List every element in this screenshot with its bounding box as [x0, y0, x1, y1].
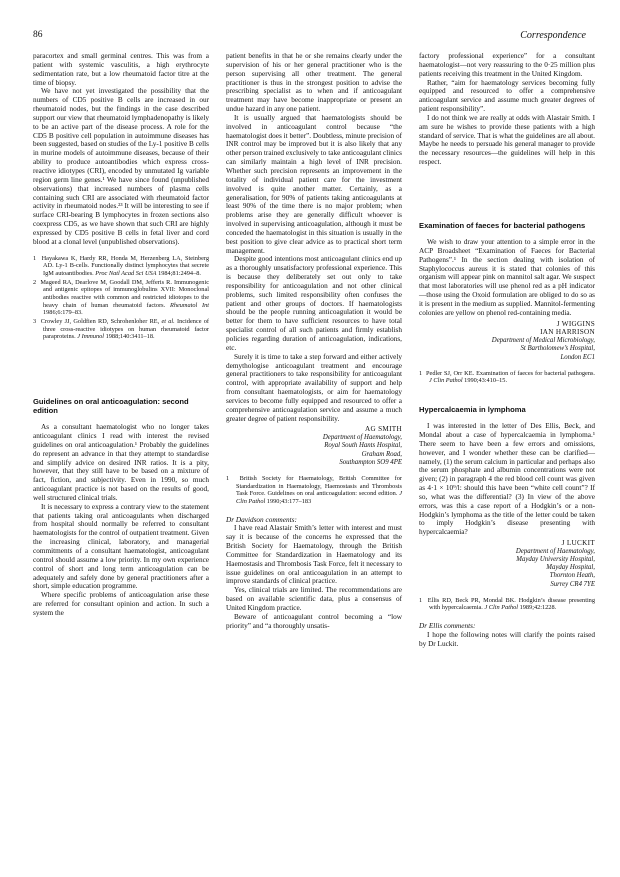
article-heading: Examination of faeces for bacterial pathogens — [419, 220, 586, 230]
comments-label: Dr Ellis comments: — [419, 622, 476, 631]
paragraph: I hope the following notes will clarify the points raised by Dr Luckit. — [419, 630, 595, 648]
reference-item: 2 Mageed RA, Dearlove M, Goodall DM, Jefferis R. Immunogenic and antigenic epitopes of immunoglobulins XVII: Monoclonal antibodies reactive with common and restricted idiotopes to the heavy chain of human rheumatoid factors. Rheumatol Int 1986;6:179–83. — [33, 278, 209, 317]
column-3 — [419, 52, 595, 649]
author-name: AG SMITH — [365, 425, 402, 434]
paragraph: Despite good intentions most anticoagulant clinics end up as a thoroughly unsatisfactory professional experience. This is because they deliberately set out only to take responsibility for anticoagulation and not other clinical problems, such limited responsibility often confuses the patient and other groups of doctors. If haematologists should be the people running anticoagulation it would be better for them to have sufficient resources to have total specialist control of all such patients and firmly establish policies regarding duration of anticoagulation, indications, etc. — [226, 255, 402, 352]
paragraph: Rather, “aim for haematology services becoming fully equipped and resourced to offer a comprehensive anticoagulant service and assume much greater degrees of patient responsibility”. — [419, 78, 595, 114]
signature — [419, 539, 595, 589]
paragraph: I was interested in the letter of Des Ellis, Beck, and Mondal about a case of hypercalcaemia in lymphoma.¹ There seem to have been a few errors and omissions, however, and I wonder whether these can be clarified—namely, (1) the serum calcium in particular and perhaps also the serum phosphate and albumin concentrations were not given; (2) in paragraph 4 the red blood cell count was given as 4·1 × 10⁹/l: should this have been “white cell count”? If so, what was the differential? (3) In view of the above errors, was this a case report of a Hodgkin’s or a non-Hodgkin’s lymphoma as the title of the letter could be taken to imply Hodgkin’s disease presenting with hypercalcaemia? — [419, 422, 595, 537]
article-heading: Hypercalcaemia in lymphoma — [419, 405, 526, 415]
paragraph: We have not yet investigated the possibility that the numbers of CD5 positive B cells are increased in our rheumatoid nodes, but the findings in the case described support our view that rheumatoid lymphadenopathy is likely to be an active part of the disease process. A role for the CD5 B positive cell population in autoimmune diseases has been suggested, based on studies of the Ly-1 positive B cells in murine models of autoimmune diseases, because of their ability to produce autoantibodies which express cross-reactive idiotypes (CRI), encoded by unmutated Ig variable region germ line genes.¹ We have since found (unpublished observations) that increased numbers of plasma cells containing such CRI are associated with rheumatoid factor activity in rheumatoid nodes.²³ It will be interesting to see if surface CRI-bearing B lymphocytes in frozen sections also coexpress CD5, as we have shown that such CRI are highly expressed by CD5 positive B cells in fetal liver and cord blood at a clonal level (unpublished observations). — [33, 87, 209, 246]
paragraph: patient benefits in that he or she remains clearly under the supervision of his or her general practitioner who is the person supervising all other treatment. The general practitioner is thus in the strongest position to advise the prescribing specialist as to when and if anticoagulant treatment may have become inappropriate or present an undue hazard in any one patient. — [226, 52, 402, 114]
signature — [226, 425, 402, 466]
column-1 — [33, 52, 209, 618]
paragraph: Surely it is time to take a step forward and either actively demythologise anticoagulant treatment and encourage general practitioners to take responsibility for anticoagulant control, with appropriate availability of support and help from consultant haematologists, or aim for haematology services to become fully equipped and resourced to offer a comprehensive anticoagulation service and assume a much greater degree of patient responsibility. — [226, 352, 402, 423]
reference-item: 1 Pedler SJ, Orr KE. Examination of faeces for bacterial pathogens. J Clin Pathol 1990;43:410–15. — [419, 369, 596, 385]
reference-list — [226, 475, 402, 506]
author-name: J LUCKIT — [561, 539, 595, 548]
reference-item: 1 British Society for Haematology, British Committee for Standardization in Haematology, Haemostasis and Thrombosis Task Force. Guidelines on oral anticoagulation: second edition. J Clin Pathol 1990;43:177–183 — [226, 474, 402, 505]
signature — [419, 320, 595, 362]
author-affiliation: Department of Haematology, Mayday University Hospital, Mayday Hospital, Thornton Heath, Surrey CR4 7YE — [515, 547, 595, 588]
paragraph: We wish to draw your attention to a simple error in the ACP Broadsheet “Examination of Faeces for Bacterial Pathogens”.¹ In the section dealing with isolation of Staphylococcus aureus it is stated that colonies of this organism will appear pink on mannitol salt agar. We suspect that most laboratories will use phenol red as a pH indicator—those using the Oxoid formulation are obliged to do so as it is present in the medium as supplied. Mannitol-fermenting colonies are yellow on phenol red-containing media. — [419, 238, 595, 317]
column-2 — [226, 52, 402, 631]
paragraph: It is necessary to express a contrary view to the statement that patients taking oral anticoagulants when discharged from hospital should normally be referred to consultant haematologists for the control of outpatient treatment. Given the increasing clinical, laboratory, and managerial commitments of a consultant haematologist, anticoagulant control should assume a low priority. In my own experience control of short and long term anticoagulation can be adequately and safely done by general practitioners after a short, simple education programme. — [33, 502, 209, 591]
paragraph: As a consultant haematologist who no longer takes anticoagulant clinics I read with interest the revised guidelines on oral anticoagulation.¹ Probably the guidelines do represent an advance in that they attempt to standardise and simplify advice on desired INR ratios. It is a pity, however, that they still have to be based on a mixture of fact, fiction, and subjectivity. Even in 1990, so much anticoagulant practice is not based on the results of good, well structured clinical trials. — [33, 423, 209, 502]
paragraph: I do not think we are really at odds with Alastair Smith. I am sure he wishes to provide these patients with a high standard of service. That is what the guidelines are all about. Maybe he needs to persuade his general manager to provide the necessary resources—the guidelines will help in this respect. — [419, 113, 595, 167]
reference-list — [33, 255, 209, 341]
paragraph: Yes, clinical trials are limited. The recommendations are based on available scientific data, plus a consensus of United Kingdom practice. — [226, 586, 402, 612]
reference-list — [419, 370, 595, 385]
paragraph: factory professional experience” for a consultant haematologist—not very reassuring to the 0·25 million plus patients receiving this treatment in the United Kingdom. — [419, 52, 595, 78]
section-title: Correspondence — [520, 30, 586, 41]
reference-item: 1 Hayakawa K, Hardy RR, Honda M, Herzenberg LA, Steinberg AD. Ly-1 B-cells. Functionally distinct lymphocytes that secrete IgM autoantibodies. Proc Natl Acad Sci USA 1984;81:2494–8. — [33, 254, 209, 277]
paragraph: It is usually argued that haematologists should be involved in anticoagulant control because “the haematologist does it better”. Doubtless, minute precision of INR control may be improved but it is also likely that any other person trained exclusively to take anticoagulant clinics can similarly maintain a high level of INR precision. Whether such precision represents an improvement in the totality of individual patient care for the investment involved is quite another matter. Certainly, as a generalisation, for 90% of patients taking anticoagulants at least 90% of the time there is no major problem; when problems arise they are generally difficult whoever is involved in supervising anticoagulation, although it must be conceded the haematologist in this situation is usually in the best position to give clear advice as to practical short term management. — [226, 113, 402, 255]
author-name: IAN HARRISON — [540, 328, 595, 337]
author-affiliation: Department of Haematology, Royal South Hants Hospital, Graham Road, Southampton SO9 4PE — [322, 434, 402, 466]
reference-list — [419, 597, 595, 612]
paragraph: Where specific problems of anticoagulation arise these are referred for consultant opinion and action. In such a system the — [33, 591, 209, 617]
paragraph: I have read Alastair Smith’s letter with interest and must say it is because of the concerns he expressed that the British Society for Haematology, through the British Committee for Standardization in Haematology and its Haemostasis and Thrombosis Task Force, felt it necessary to issue guidelines on oral anticoagulation in an attempt to improve standards of clinical practice. — [226, 524, 402, 586]
author-affiliation: Department of Medical Microbiology, St Bartholomew’s Hospital, London EC1 — [491, 337, 595, 361]
author-name: J WIGGINS — [556, 319, 595, 328]
paragraph: Beware of anticoagulant control becoming a “low priority” and “a thoroughly unsatis- — [226, 612, 402, 630]
reference-item: 3 Crowley JJ, Goldfien RD, Schrohenloher RE, et al. Incidence of three cross-reactive idiotypes on human rheumatoid factor paraproteins. J Immunol 1988;140:3411–18. — [33, 317, 209, 341]
paragraph: paracortex and small germinal centres. This was from a patient with systemic vasculitis, a high erythrocyte sedimentation rate, but a low rheumatoid factor titre at the time of biopsy. — [33, 52, 209, 87]
reference-item: 1 Ellis RD, Beck PR, Mondal BK. Hodgkin’s disease presenting with hypercalcaemia. J Clin Pathol 1989;42:1228. — [419, 596, 595, 612]
comments-label: Dr Davidson comments: — [226, 515, 297, 524]
article-heading: Guidelines on oral anticoagulation: second edition — [33, 396, 189, 416]
page-number: 86 — [33, 30, 43, 40]
